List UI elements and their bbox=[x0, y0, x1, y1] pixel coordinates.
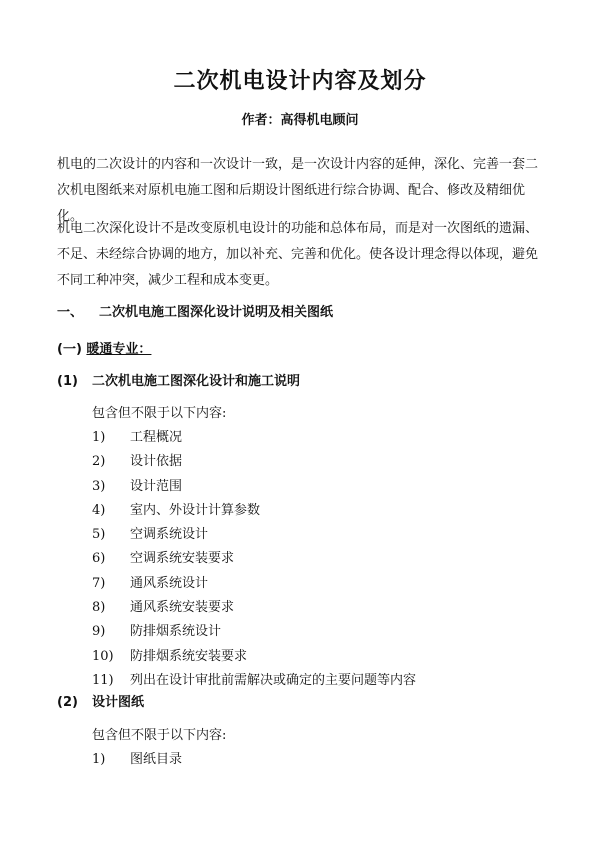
list-item-text: 列出在设计审批前需解决或确定的主要问题等内容 bbox=[130, 672, 417, 688]
item-1-list bbox=[92, 428, 416, 695]
item-2-heading: 设计图纸 bbox=[92, 695, 145, 710]
list-item-number: 4) bbox=[92, 502, 106, 518]
list-item-text: 室内、外设计计算参数 bbox=[130, 502, 261, 518]
list-item-number: 5) bbox=[92, 527, 106, 543]
list-item-text: 设计依据 bbox=[130, 454, 183, 470]
list-item-number: 8) bbox=[92, 600, 106, 616]
list-item-number: 1) bbox=[92, 752, 106, 767]
list-item bbox=[92, 622, 416, 646]
document-author: 作者：高得机电顾问 bbox=[241, 113, 359, 128]
subsection-title: 暖通专业： bbox=[86, 342, 152, 357]
subsection-heading bbox=[57, 340, 151, 360]
item-1-intro: 包含但不限于以下内容: bbox=[92, 406, 227, 421]
list-item-number: 7) bbox=[92, 575, 106, 591]
list-item bbox=[92, 477, 416, 501]
list-item-text: 图纸目录 bbox=[130, 752, 183, 767]
list-item-text: 通风系统设计 bbox=[130, 575, 209, 591]
intro-paragraph-1: 机电的二次设计的内容和一次设计一致，是一次设计内容的延伸，深化、完善一套二次机电图纸来对原机电施工图和后期设计图纸进行综合协调、配合、修改及精细优化。 bbox=[57, 157, 539, 224]
list-item bbox=[92, 428, 416, 452]
item-2-list bbox=[92, 750, 182, 774]
section-heading: 二次机电施工图深化设计说明及相关图纸 bbox=[99, 305, 334, 320]
section-number: 一、 bbox=[57, 305, 84, 320]
list-item bbox=[92, 647, 416, 671]
list-item-number: 9) bbox=[92, 624, 106, 640]
list-item-text: 防排烟系统安装要求 bbox=[130, 648, 248, 664]
list-item-number: 6) bbox=[92, 551, 106, 567]
list-item-number: 3) bbox=[92, 478, 106, 494]
list-item bbox=[92, 750, 182, 774]
list-item bbox=[92, 574, 416, 598]
list-item bbox=[92, 501, 416, 525]
list-item bbox=[92, 525, 416, 549]
document-title: 二次机电设计内容及划分 bbox=[173, 69, 427, 94]
list-item-text: 通风系统安装要求 bbox=[130, 600, 235, 616]
intro-paragraph-2: 机电二次深化设计不是改变原机电设计的功能和总体布局，而是对一次图纸的遗漏、不足、未经综合协调的地方，加以补充、完善和优化。使各设计理念得以体现，避免不同工种冲突，减少工程和成本变更。 bbox=[57, 221, 539, 288]
list-item-number: 1) bbox=[92, 430, 106, 445]
list-item-text: 空调系统安装要求 bbox=[130, 551, 235, 567]
list-item bbox=[92, 598, 416, 622]
list-item-text: 工程概况 bbox=[130, 430, 183, 445]
list-item-number: 10) bbox=[92, 648, 114, 664]
list-item-text: 设计范围 bbox=[130, 478, 183, 494]
list-item-number: 2) bbox=[92, 454, 106, 470]
list-item bbox=[92, 549, 416, 573]
list-item bbox=[92, 671, 416, 695]
list-item-text: 防排烟系统设计 bbox=[130, 624, 222, 640]
item-2-number: (2) bbox=[57, 695, 78, 710]
list-item-text: 空调系统设计 bbox=[130, 527, 209, 543]
item-1-number: (1) bbox=[57, 374, 78, 389]
list-item-number: 11) bbox=[92, 672, 114, 688]
item-1-heading: 二次机电施工图深化设计和施工说明 bbox=[92, 374, 301, 389]
list-item bbox=[92, 452, 416, 476]
item-2-intro: 包含但不限于以下内容: bbox=[92, 728, 227, 743]
subsection-number: (一) bbox=[57, 342, 82, 357]
